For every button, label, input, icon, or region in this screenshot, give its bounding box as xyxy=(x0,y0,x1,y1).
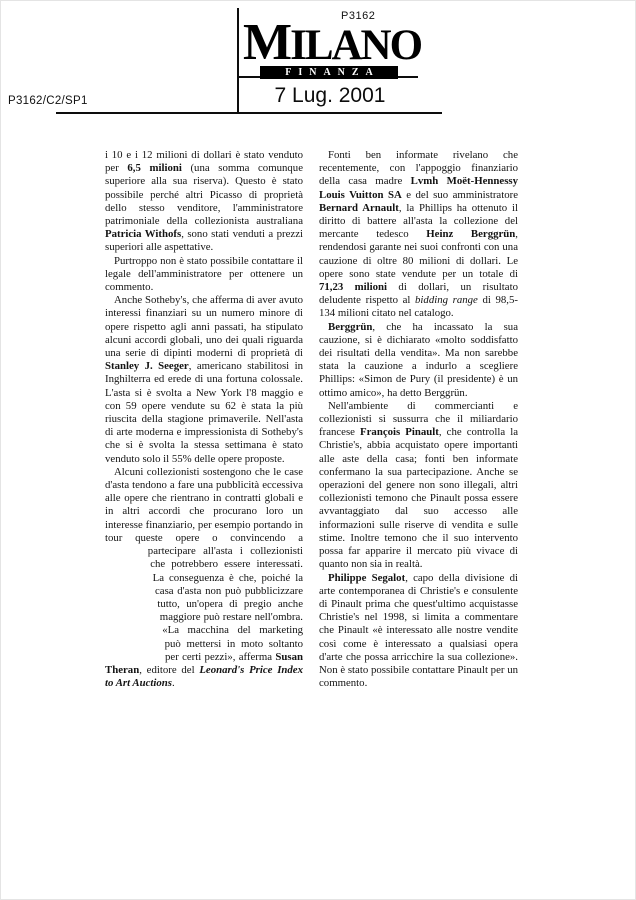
article-text-segment: 6,5 milioni xyxy=(127,162,182,175)
article-text-segment: e del suo amministratore xyxy=(401,188,518,201)
article-text-segment: di dollari, un risultato deludente rispetto al xyxy=(319,281,518,307)
article-text-segment: , americano stabilitosi in Inghilterra ed erede di una fortuna colossale. L'asta si è svolta a New York l'8 maggio e con 59 opere vendute su 62 è stata la più riuscita della stagione primaverile. Nell'asta di arte moderna e impressionista di Sotheby's che si è svolta la stessa settimana è stato venduto solo il 55% delle opere proposte. xyxy=(105,360,303,465)
article-text-segment: di 98,5-134 milioni citato nel catalogo. xyxy=(319,294,518,320)
article-text-segment: , rendendosi garante nei suoi confronti con una cauzione di oltre 80 milioni di dollari. Le opere sono state vendute per un totale di xyxy=(319,228,518,280)
masthead-left-rule xyxy=(237,8,239,113)
masthead xyxy=(243,10,422,79)
article-column-right xyxy=(319,149,518,690)
article-text-segment: Leonard's Price Index to Art Auctions xyxy=(105,663,303,690)
article-paragraph xyxy=(319,321,518,400)
article-text-segment: (una somma comunque superiore alla sua riserva). Questo è stato possibile perché altri Picasso di proprietà dello stesso venditore, l'amministratore patrimoniale della collezionista australiana xyxy=(105,162,303,228)
article-paragraph xyxy=(319,149,518,321)
article-text-segment: Susan Theran xyxy=(105,650,303,676)
article-text-segment: Stanley J. Seeger xyxy=(105,360,189,373)
article-paragraph xyxy=(105,294,303,466)
article-text-segment: i 10 e i 12 milioni di dollari è stato venduto per xyxy=(105,149,303,175)
publication-date: 7 Lug. 2001 xyxy=(274,84,386,107)
article-text-segment: François Pinault xyxy=(360,426,439,439)
date-underline-rule xyxy=(56,112,442,114)
article-paragraph xyxy=(319,400,518,572)
article-text-segment: Alcuni collezionisti sostengono che le case d'asta tendono a fare una pubblicità eccessiva alle opere che rientrano in contratti globali e in altri accordi che procurano loro un interesse finanziario, per esempio portando in tour queste opere o xyxy=(105,465,303,544)
article-text-segment: Bernard Arnault xyxy=(319,201,399,214)
article-paragraph xyxy=(105,466,303,690)
article-text-segment: , capo della divisione di arte contemporanea di Christie's e consulente di Pinault prima che quest'ultimo acquistasse Christie's nel 1998, si limita a commentare che Pinault «è interessato alle nostre vendite così come è interessato a qualsiasi opera d'arte che possa arricchire la sua collezione». Non è stato possibile contattare Pinault per un commento. xyxy=(319,571,518,690)
article-text-segment: , editore del xyxy=(139,663,200,676)
article-text-segment: Nell'ambiente di commercianti e collezionisti si sussurra che il miliardario francese xyxy=(319,399,518,439)
masthead-number: P3162 xyxy=(341,10,376,22)
article-text-segment: Philippe Segalot xyxy=(328,571,406,584)
masthead-title-logo: MILANO xyxy=(243,14,422,71)
article-text-segment: 71,23 milioni xyxy=(319,281,388,294)
article-text-segment: Purtroppo non è stato possibile contattare il legale dell'amministratore per ottenere un commento. xyxy=(105,254,303,294)
article-text-segment: Patricia Withofs xyxy=(105,228,182,241)
masthead-subtitle-banner: FINANZA xyxy=(260,66,398,79)
article-paragraph xyxy=(105,149,303,255)
article-text-segment: Lvmh Moët-Hennessy Louis Vuitton SA xyxy=(319,175,518,201)
article-text-segment: Fonti ben informate rivelano che recentemente, con l'appoggio finanziario della casa madre xyxy=(319,149,518,188)
article-text-segment: Heinz Berggrün xyxy=(426,228,516,241)
article-text-segment: , che controlla la Christie's, abbia acquistato opere importanti alle aste della casa; fonti ben informate confermano la sua partecipazione. Anche se operazioni del genere non sono illegali, altri collezionisti temono che Pinault possa essere avvantaggiato dal suo accesso alle informazioni sulle riserve di vendita e sulle stime. Inoltre temono che il suo intervento possa far apparire il mercato più vivace di quanto non sia in realtà. xyxy=(319,426,518,571)
article-text-segment: bidding range xyxy=(415,294,478,307)
clipping-code: P3162/C2/SP1 xyxy=(8,95,88,107)
article-text-segment: . xyxy=(172,677,175,690)
article-text-segment: , sono stati venduti a prezzi superiori alle aspettative. xyxy=(105,228,303,254)
article-text-segment: convincendo a partecipare all'asta i collezionisti che potrebbero essere interessati. La conseguenza è che, poiché la casa d'asta non può pubblicizzare tutto, un'opera di pregio anche maggiore può restare nell'ombra. «La macchina del marketing può mettersi in moto soltanto per certi pezzi», afferma xyxy=(147,531,303,663)
article-paragraph xyxy=(319,572,518,691)
article-column-left xyxy=(105,149,303,690)
article-text-segment: Berggrün xyxy=(328,320,373,333)
article-paragraph xyxy=(105,255,303,295)
article-text-segment: Anche Sotheby's, che afferma di aver avuto interessi finanziari su un numero minore di opere rispetto agli anni passati, ha stipulato alcuni accordi globali, uno dei quali riguarda una serie di dipinti moderni di proprietà di xyxy=(105,294,303,360)
article-text-segment: , che ha incassato la sua cauzione, si è dichiarato «molto soddisfatto dei risultati della vendita». Ma non sarebbe stata la cauzione a indurlo a scegliere Phillips: «Simon de Pury (il presidente) è un ottimo amico», ha detto Berggrün. xyxy=(319,320,518,399)
article-text-segment: , la Phillips ha ottenuto il diritto di battere all'asta la collezione del mercante tedesco xyxy=(319,201,518,241)
